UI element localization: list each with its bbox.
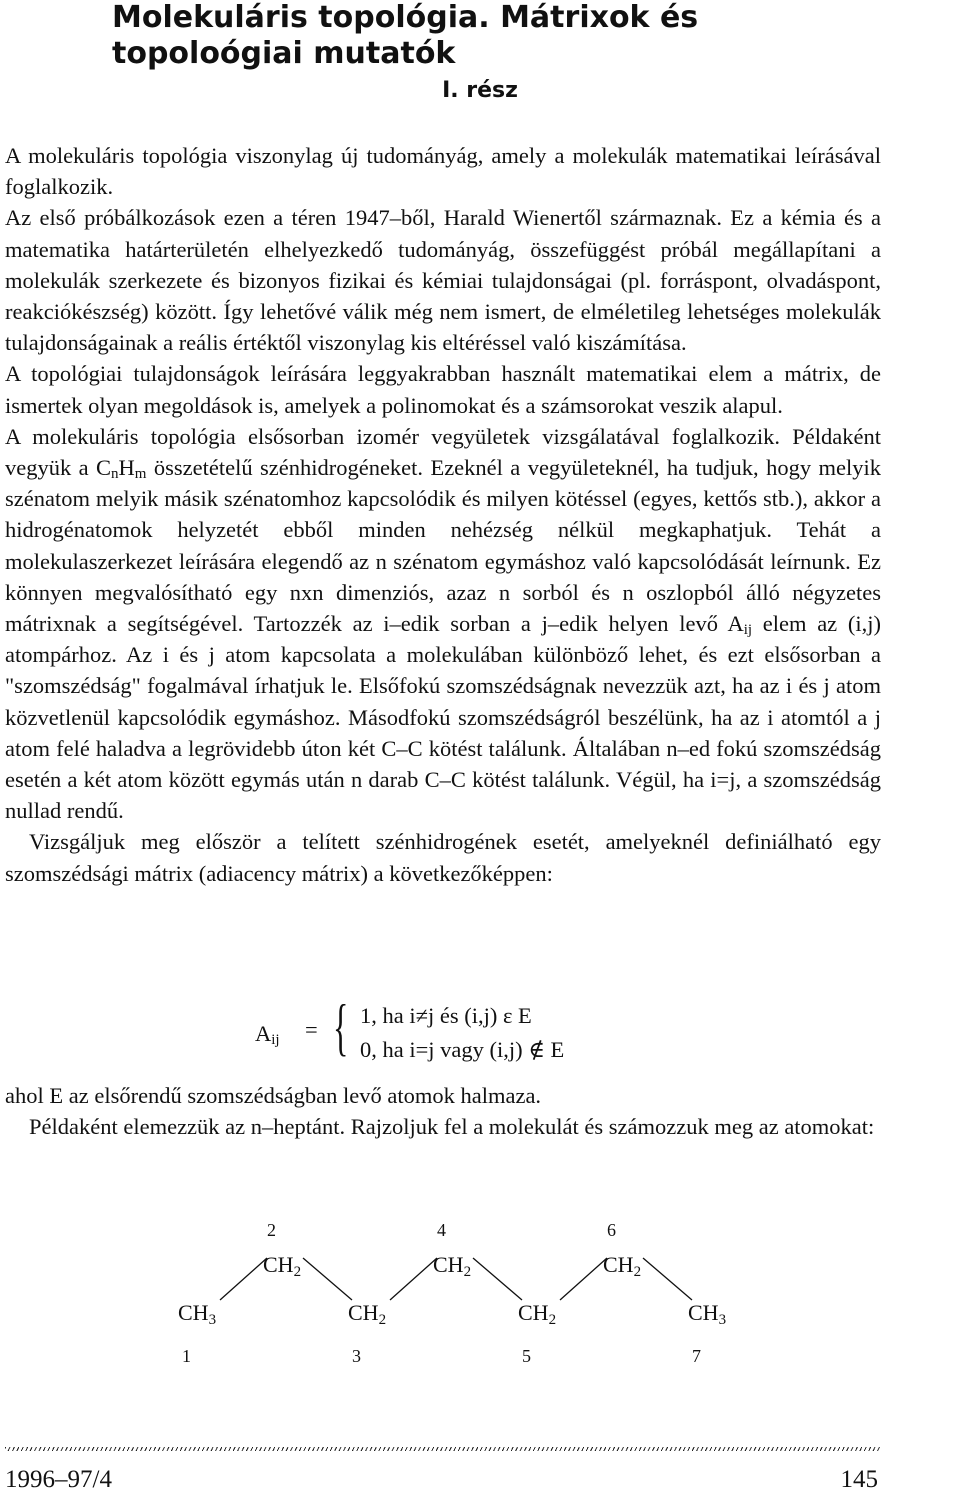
body-text [5, 140, 881, 889]
atom-group-label: CH2 [263, 1252, 302, 1280]
bond-line [220, 1258, 267, 1300]
bond-line [643, 1258, 692, 1300]
formula-c: C [96, 455, 112, 481]
atom-group-label: CH3 [688, 1300, 727, 1328]
heptane-structure [160, 1210, 780, 1400]
paragraph-1: A molekuláris topológia viszonylag új tudományág, amely a molekulák matematikai leírásával foglalkozik. [5, 143, 881, 200]
atom-number: 6 [607, 1220, 616, 1240]
formula-equals: = [305, 1017, 318, 1042]
formula-case-1: 1, ha i≠j és (i,j) ε E [360, 1003, 532, 1028]
article-title: Molekuláris topológia. Mátrixok és topoloógiai mutatók [112, 0, 699, 71]
formula-case-2: 0, ha i=j vagy (i,j) ∉ E [360, 1037, 565, 1062]
atom-group-label: CH3 [178, 1300, 217, 1328]
atom-group-label: CH2 [603, 1252, 642, 1280]
formula-brace: { [333, 991, 349, 1062]
atom-groups [178, 1220, 726, 1366]
formula-m: m [134, 466, 147, 483]
paragraph-3: A topológiai tulajdonságok leírására leggyakrabban használt matematikai elem a mátrix, de ismertek olyan megoldások is, amelyek a polinomokat és a számsorokat veszik alapul. [5, 361, 881, 418]
formula-n: n [111, 466, 119, 483]
page-number: 145 [840, 1466, 878, 1493]
paragraph-2: Az első próbálkozások ezen a téren 1947–ből, Harald Wienertől származnak. Ez a kémia és a matematika határterületén elhelyezkedő tudományág, összefüggést próbál megállapítani a molekulák szerkezete és bizonyos fizikai és kémiai tulajdonságai (pl. forráspont, olvadáspont, reakciókészség) között. Így lehetővé válik még nem ismert, de elméletileg lehetséges molekulák tulajdonságainak a reális értéktől viszonylag kis eltéréssel való kiszámítása. [5, 205, 881, 356]
issue-number: 1996–97/4 [5, 1466, 112, 1493]
paragraph-4-part-f: elem az (i,j) atompárhoz. Az i és j atom kapcsolata a molekulában különböző lehet, és ezt elsősorban a "szomszédság" fogalmával írhatjuk le. Elsőfokú szomszédságnak nevezzük azt, ha az i és j atom közvetlenül kapcsolódik egymáshoz. Másodfokú szomszédságról beszélünk, ha az i atomtól a j atom felé haladva a legrövidebb úton két C–C kötést találunk. Általában n–ed fokú szomszédság esetén a két atom között egymás után n darab C–C kötést találunk. Végül, ha i=j, a szomszédság nullad rendű. [5, 611, 881, 824]
part-label: I. rész [442, 78, 518, 103]
atom-group-label: CH2 [433, 1252, 472, 1280]
element-a: A [727, 611, 744, 637]
element-a-sub: ij [743, 622, 753, 639]
bond-line [390, 1258, 437, 1300]
atom-number: 4 [437, 1220, 446, 1240]
formula-lhs [255, 1021, 280, 1047]
adjacency-formula [255, 991, 675, 1069]
atom-number: 1 [182, 1346, 191, 1366]
atom-number: 7 [692, 1346, 701, 1366]
atom-number: 5 [522, 1346, 531, 1366]
paragraph-5: Vizsgáljuk meg először a telített szénhidrogének esetét, amelyeknél definiálható egy szomszédsági mátrix (adiacency mátrix) a következőképpen: [5, 829, 881, 886]
footer-divider [5, 1447, 881, 1451]
formula-h: H [118, 455, 135, 481]
atom-group-label: CH2 [348, 1300, 387, 1328]
paragraph-4 [5, 421, 881, 827]
bond-line [303, 1258, 352, 1300]
atom-number: 2 [267, 1220, 276, 1240]
bond-line [560, 1258, 607, 1300]
atom-number: 3 [352, 1346, 361, 1366]
paragraph-7: Példaként elemezzük az n–heptánt. Rajzoljuk fel a molekulát és számozzuk meg az atomokat: [29, 1114, 875, 1140]
paragraph-4-part-a: A molekuláris topológia elsősorban izomér vegyületek vizsgálatával foglalkozik. Példaként vegyük a [5, 423, 881, 481]
body-text-2 [5, 1080, 881, 1142]
formula-lhs-base: A [255, 1021, 272, 1046]
atom-group-label: CH2 [518, 1300, 557, 1328]
paragraph-6: ahol E az elsőrendű szomszédságban levő atomok halmaza. [5, 1083, 542, 1108]
bond-line [473, 1258, 522, 1300]
paragraph-4-part-d: összetételű szénhidrogéneket. Ezeknél a vegyületeknél, ha tudjuk, hogy melyik szénatom melyik másik szénatomhoz kapcsolódik és milyen kötéssel (egyes, kettős stb.), akkor a hidrogénatomok helyzetét ebből minden nehézség nélkül megkaphatjuk. Tehát a molekulaszerkezet leírására elegendő az n szénatom egymáshoz való kapcsolódását leírnunk. Ez könnyen megvalósítható egy nxn dimenziós, azaz n sorból és n oszlopból álló négyzetes mátrixnak a segítségével. Tartozzék az i–edik sorban a j–edik helyen levő [5, 455, 881, 637]
formula-lhs-sub: ij [271, 1032, 280, 1048]
